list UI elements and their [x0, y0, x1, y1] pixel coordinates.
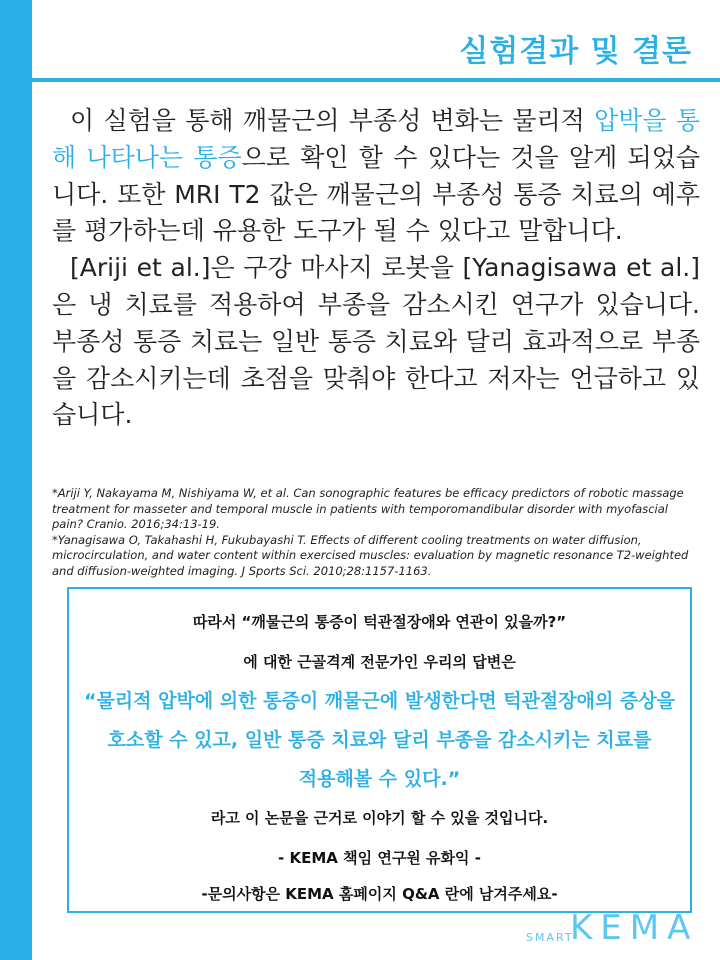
paragraph-1-end: 으로 확인 할 수 있다는 것을 알게 되었습니다. 또한 MRI T2 값은 깨물근의 부종성 통증 치료의 예후를 평가하는데 유용한 도구가 될 수 있다고 말합니다.: [52, 142, 700, 246]
smart-kema-logo: [526, 904, 699, 948]
box-question: 따라서 “깨물근의 통증이 턱관절장애와 연관이 있을까?”: [192, 613, 567, 631]
answer-line-3: 적용해볼 수 있다.”: [298, 768, 461, 790]
body-text: [52, 103, 700, 434]
conclusion-box: [67, 587, 692, 913]
box-contact: -문의사항은 KEMA 홈페이지 Q&A 란에 남겨주세요-: [201, 885, 558, 903]
title-divider: [32, 78, 720, 82]
box-intro: 에 대한 근골격계 전문가인 우리의 답변은: [243, 653, 516, 671]
logo-kema-text: KEMA: [570, 908, 699, 948]
paragraph-1: [52, 103, 700, 250]
answer-line-1: “물리적 압박에 의한 통증이 깨물근에 발생한다면 턱관절장애의 증상을: [83, 690, 676, 712]
paragraph-2: [Ariji et al.]은 구강 마사지 로봇을 [Yanagisawa et al.]은 냉 치료를 적용하여 부종을 감소시킨 연구가 있습니다. 부종성 통증 치료는 일반 통증 치료와 달리 효과적으로 부종을 감소시키는데 초점을 맞춰야 한다고 저자는 언급하고 있습니다.: [52, 253, 700, 430]
page-title: 실험결과 및 결론: [459, 34, 692, 69]
box-conclusion: 라고 이 논문을 근거로 이야기 할 수 있을 것입니다.: [210, 809, 549, 827]
answer-line-2: 호소할 수 있고, 일반 통증 치료와 달리 부종을 감소시키는 치료를: [107, 729, 652, 751]
paragraph-1-start: 이 실험을 통해 깨물근의 부종성 변화는 물리적: [70, 106, 595, 135]
side-accent-bar: [0, 0, 32, 960]
reference-yanagisawa: *Yanagisawa O, Takahashi H, Fukubayashi T. Effects of different cooling treatments on water diffusion, microcirculation, and water content within exercised muscles: evaluation by magnetic resonance T2-weighted and diffusion-weighted imaging. J Sports Sci. 2010;28:1157-1163.: [52, 532, 689, 578]
reference-ariji: *Ariji Y, Nakayama M, Nishiyama W, et al. Can sonographic features be efficacy predictors of robotic massage treatment for masseter and temporal muscle in patients with temporomandibular disorder with myofascial pain? Cranio. 2016;34:13-19.: [52, 486, 684, 531]
logo-smart-text: SMART: [526, 931, 574, 944]
references: [52, 486, 700, 579]
box-author: - KEMA 책임 연구원 유화익 -: [278, 849, 481, 867]
highlighted-phrase: 압박을 통해 나타나는 통증: [52, 106, 700, 172]
